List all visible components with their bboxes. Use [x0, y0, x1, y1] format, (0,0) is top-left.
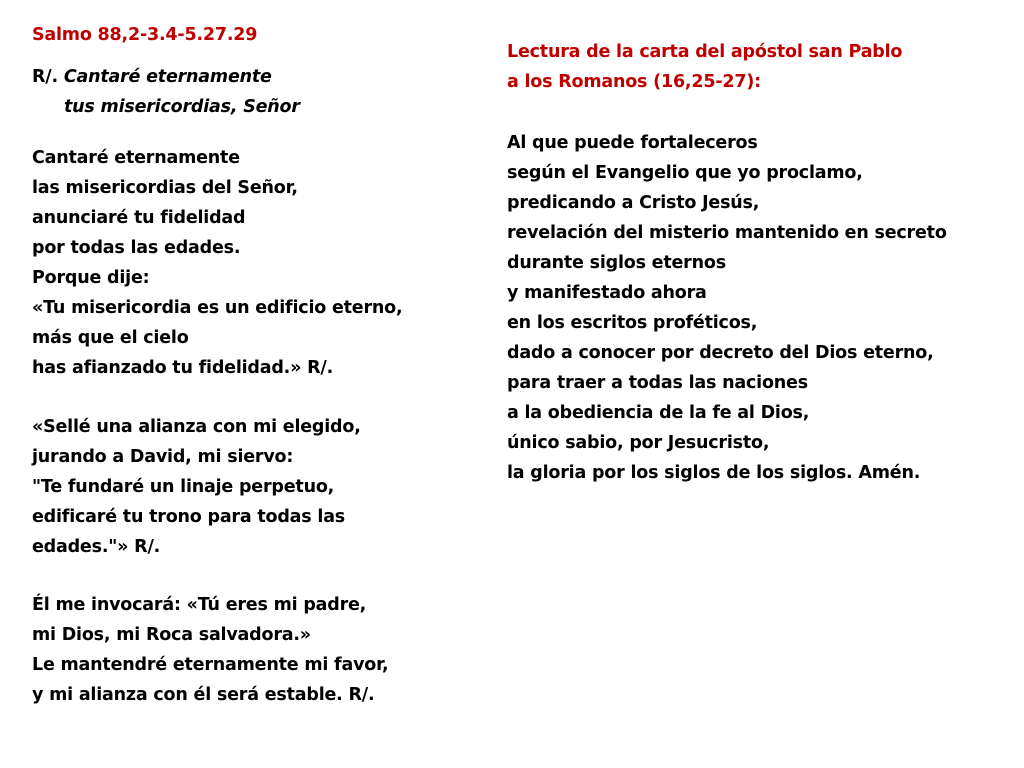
- psalm-title: Salmo 88,2-3.4-5.27.29: [32, 25, 258, 45]
- reading-line: y manifestado ahora: [507, 283, 707, 303]
- reading-heading-line1: Lectura de la carta del apóstol san Pablo: [507, 42, 903, 62]
- reading-line: en los escritos proféticos,: [507, 313, 758, 333]
- stanza-line: edades."» R/.: [32, 537, 161, 557]
- reading-body: [507, 128, 947, 488]
- response-text-1: Cantaré eternamente: [63, 67, 272, 87]
- reading-heading: [507, 37, 902, 97]
- stanza-line: has afianzado tu fidelidad.» R/.: [32, 358, 334, 378]
- reading-line: dado a conocer por decreto del Dios eterno,: [507, 343, 934, 363]
- stanza-line: y mi alianza con él será estable. R/.: [32, 685, 375, 705]
- reading-line: según el Evangelio que yo proclamo,: [507, 163, 863, 183]
- psalm-stanza-1: [32, 143, 402, 383]
- reading-heading-line2: a los Romanos (16,25-27):: [507, 72, 761, 92]
- response-prefix: R/.: [32, 67, 58, 87]
- psalm-stanza-3: [32, 590, 388, 710]
- stanza-line: Le mantendré eternamente mi favor,: [32, 655, 389, 675]
- reading-line: para traer a todas las naciones: [507, 373, 808, 393]
- stanza-line: por todas las edades.: [32, 238, 241, 258]
- psalm-response-line1: [32, 62, 272, 92]
- stanza-line: «Tu misericordia es un edificio eterno,: [32, 298, 403, 318]
- stanza-line: mi Dios, mi Roca salvadora.»: [32, 625, 311, 645]
- stanza-line: jurando a David, mi siervo:: [32, 447, 294, 467]
- stanza-line: Él me invocará: «Tú eres mi padre,: [32, 595, 367, 615]
- reading-line: Al que puede fortaleceros: [507, 133, 758, 153]
- psalm-stanza-2: [32, 412, 361, 562]
- reading-line: predicando a Cristo Jesús,: [507, 193, 760, 213]
- stanza-line: las misericordias del Señor,: [32, 178, 298, 198]
- stanza-line: más que el cielo: [32, 328, 189, 348]
- stanza-line: edificaré tu trono para todas las: [32, 507, 346, 527]
- reading-line: único sabio, por Jesucristo,: [507, 433, 770, 453]
- stanza-line: anunciaré tu fidelidad: [32, 208, 246, 228]
- stanza-line: Cantaré eternamente: [32, 148, 240, 168]
- reading-line: durante siglos eternos: [507, 253, 726, 273]
- stanza-line: "Te fundaré un linaje perpetuo,: [32, 477, 335, 497]
- psalm-response-line2: tus misericordias, Señor: [64, 97, 300, 117]
- reading-line: a la obediencia de la fe al Dios,: [507, 403, 810, 423]
- stanza-line: «Sellé una alianza con mi elegido,: [32, 417, 361, 437]
- reading-line: la gloria por los siglos de los siglos. Amén.: [507, 463, 921, 483]
- reading-line: revelación del misterio mantenido en secreto: [507, 223, 947, 243]
- stanza-line: Porque dije:: [32, 268, 150, 288]
